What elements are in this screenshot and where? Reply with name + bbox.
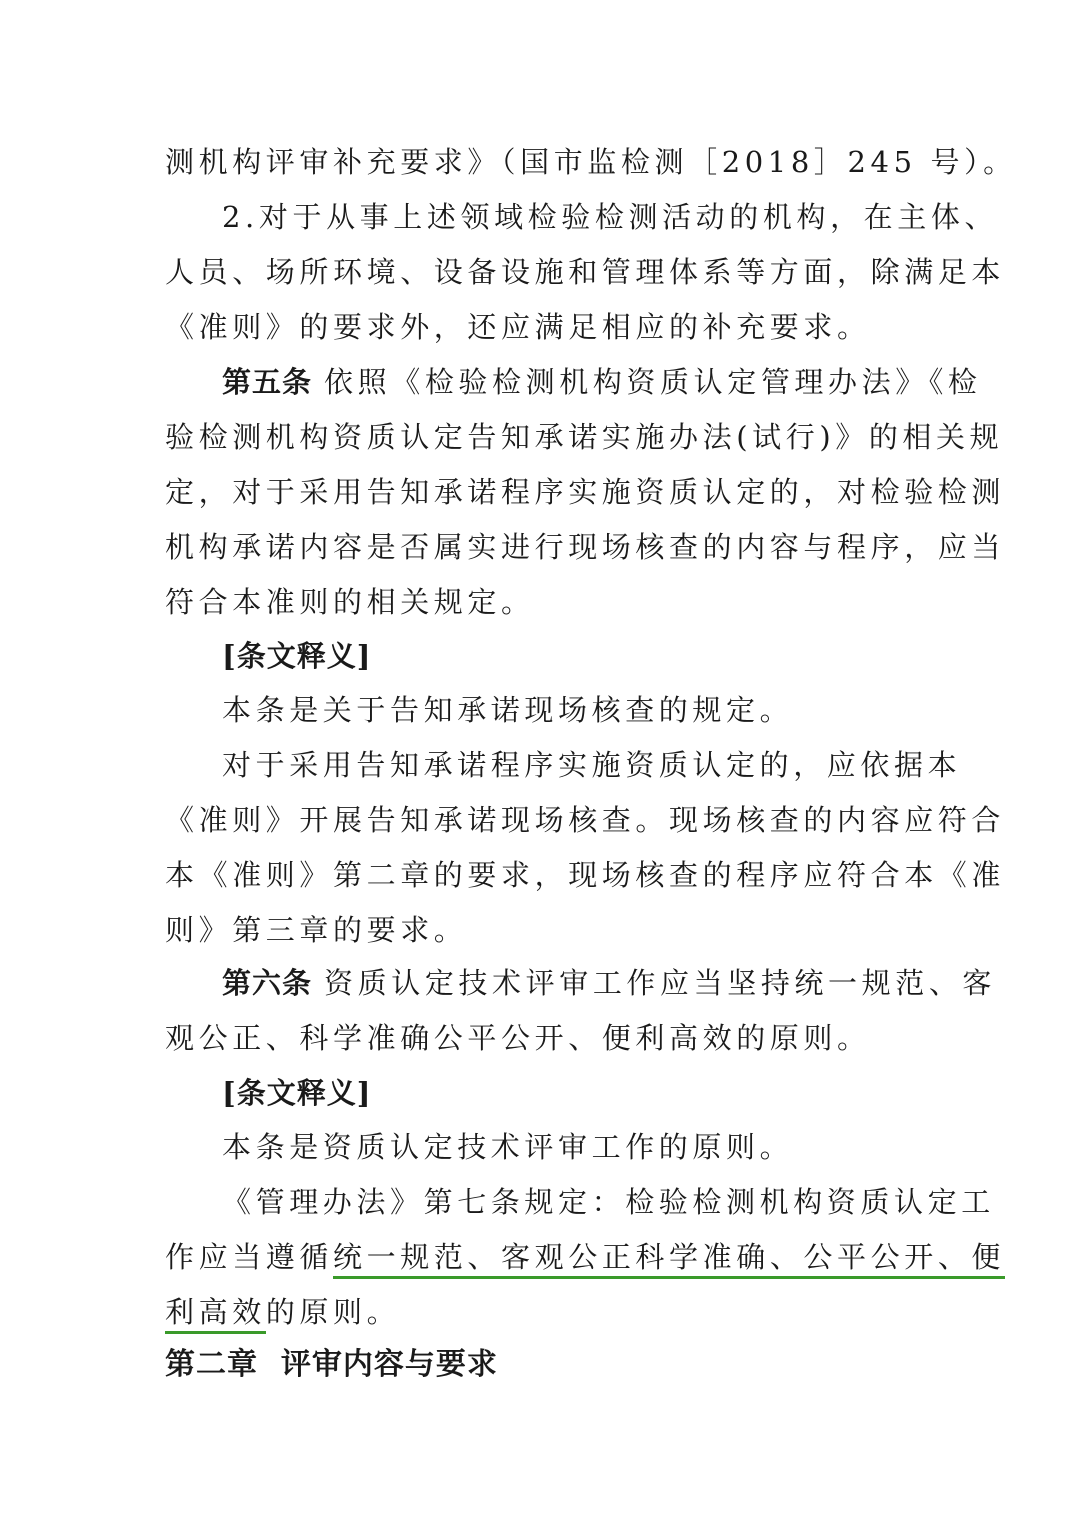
text-line: 对于采用告知承诺程序实施资质认定的，应依据本 <box>222 748 962 782</box>
interpretation-heading: [条文释义] <box>222 1076 372 1110</box>
text-line: 测机构评审补充要求》（国市监检测［2018］245 号）。 <box>165 145 1017 179</box>
text-line: 人员、场所环境、设备设施和管理体系等方面，除满足本 <box>165 255 1006 289</box>
text-line: 符合本准则的相关规定。 <box>165 585 535 619</box>
article-5-line <box>222 362 982 402</box>
highlighted-text: 利高效 <box>165 1295 266 1334</box>
text-line: 《管理办法》第七条规定：检验检测机构资质认定工 <box>222 1185 995 1219</box>
text-line: 《准则》的要求外，还应满足相应的补充要求。 <box>165 310 871 344</box>
interpretation-heading: [条文释义] <box>222 639 372 673</box>
article-5-label: 第五条 <box>222 365 313 399</box>
text-line: 本条是关于告知承诺现场核查的规定。 <box>222 693 794 727</box>
article-6-label: 第六条 <box>222 966 313 1000</box>
chapter-title: 第二章 评审内容与要求 <box>165 1347 498 1382</box>
text-line: 《准则》开展告知承诺现场核查。现场核查的内容应符合 <box>165 803 1006 837</box>
text-line: 本条是资质认定技术评审工作的原则。 <box>222 1130 794 1164</box>
highlighted-line <box>165 1292 400 1332</box>
text-line: 则》第三章的要求。 <box>165 913 468 947</box>
article-5-text: 依照《检验检测机构资质认定管理办法》《检 <box>324 365 982 399</box>
text-line: 机构承诺内容是否属实进行现场核查的内容与程序，应当 <box>165 530 1006 564</box>
text-line: 观公正、科学准确公平公开、便利高效的原则。 <box>165 1021 871 1055</box>
highlighted-text: 统一规范、客观公正科学准确、公平公开、便 <box>333 1240 1005 1279</box>
text-line: 验检测机构资质认定告知承诺实施办法(试行)》的相关规 <box>165 420 1004 454</box>
text-line: 本《准则》第二章的要求，现场核查的程序应符合本《准 <box>165 858 1006 892</box>
article-6-text: 资质认定技术评审工作应当坚持统一规范、客 <box>324 966 997 1000</box>
text-span: 作应当遵循 <box>165 1240 334 1274</box>
text-span: 的原则。 <box>265 1295 401 1329</box>
text-line: 定，对于采用告知承诺程序实施资质认定的，对检验检测 <box>165 475 1006 509</box>
article-6-line <box>222 963 996 1003</box>
highlighted-line <box>165 1237 1005 1277</box>
text-line: 2.对于从事上述领域检验检测活动的机构，在主体、 <box>222 200 999 234</box>
